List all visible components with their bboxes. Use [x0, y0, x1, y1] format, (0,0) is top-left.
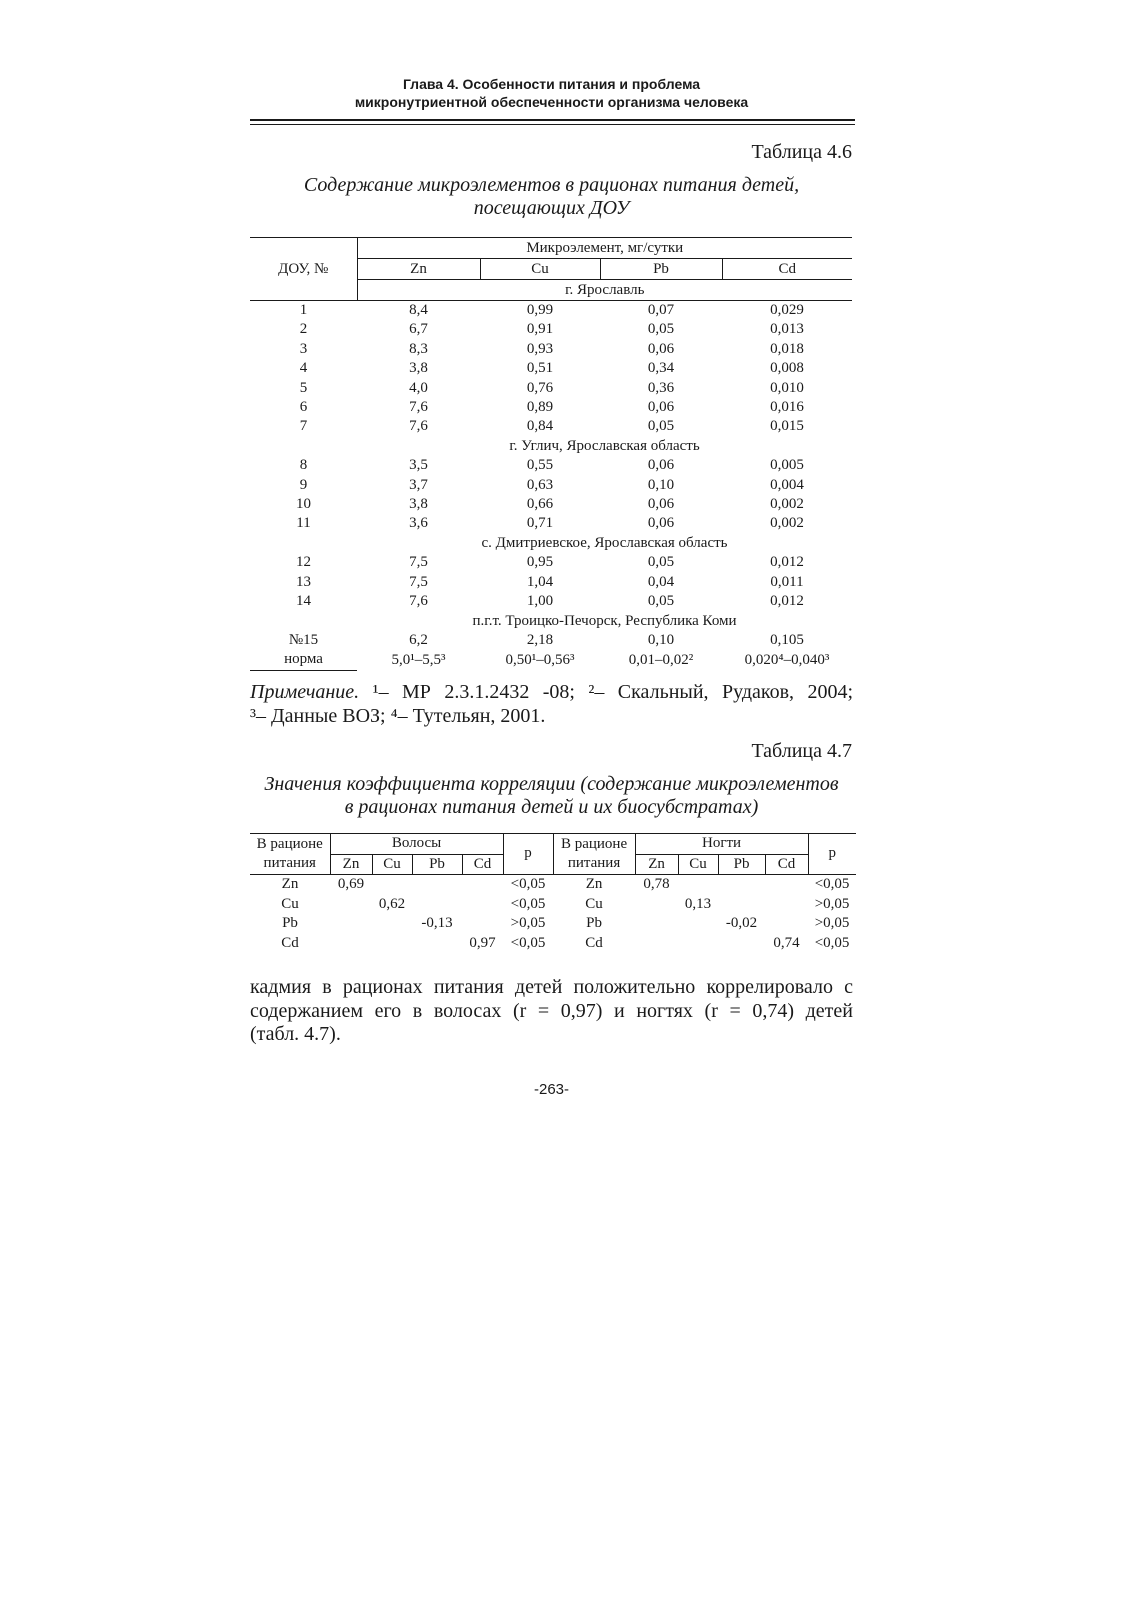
- table-row: [250, 417, 852, 436]
- running-header-line1: Глава 4. Особенности питания и проблема: [402, 76, 701, 92]
- table-row: [250, 320, 852, 339]
- empty-cell: [372, 914, 412, 934]
- zn-value: 8,4: [409, 302, 428, 318]
- pb-value: 0,10: [647, 476, 675, 493]
- empty-cell: [718, 895, 765, 915]
- hair-p-value: <0,05: [510, 934, 546, 951]
- nails-p-value: <0,05: [814, 934, 850, 951]
- nails-column-pb: Pb: [718, 854, 765, 875]
- hair-element: Cd: [281, 934, 299, 951]
- norm-row: [250, 650, 852, 670]
- table-row: [250, 301, 852, 321]
- cd-value: 0,013: [770, 321, 804, 338]
- zn-value: 3,7: [409, 476, 428, 493]
- section-header: с. Дмитриевское, Ярославская область: [481, 534, 728, 551]
- diet-header-nails: [553, 834, 635, 875]
- cu-value: 0,99: [526, 302, 554, 318]
- section-row: [250, 612, 852, 631]
- table-row: [250, 495, 852, 514]
- diet-header-hair: [250, 834, 330, 875]
- zn-value: 7,5: [409, 554, 428, 571]
- cu-value: 2,18: [526, 631, 554, 648]
- cu-value: 0,71: [526, 515, 554, 532]
- table-row: [250, 514, 852, 533]
- running-header: [250, 75, 853, 111]
- cu-value: 1,00: [526, 593, 554, 610]
- table-row: [250, 934, 856, 954]
- hair-r-value: 0,97: [469, 934, 496, 951]
- hair-r-value: -0,13: [421, 915, 453, 931]
- table-row: [250, 379, 852, 398]
- empty-cell: [250, 437, 357, 456]
- section-header: г. Углич, Ярославская область: [509, 437, 700, 454]
- empty-cell: [250, 534, 357, 553]
- doy-number: 5: [299, 379, 308, 396]
- pb-value: 0,06: [647, 515, 675, 532]
- doy-number: 7: [299, 418, 308, 435]
- group-header: Микроэлемент, мг/сутки: [357, 238, 852, 259]
- doy-number: 10: [296, 496, 311, 513]
- cd-value: 0,008: [770, 360, 804, 377]
- table-row: [250, 592, 852, 611]
- table-4-7: [250, 833, 856, 953]
- cu-value: 0,66: [526, 496, 554, 513]
- pb-norm: 0,01–0,02²: [628, 651, 694, 668]
- doy-number: 6: [299, 399, 308, 416]
- empty-cell: [765, 914, 808, 934]
- doy-number: 4: [299, 360, 308, 377]
- pb-value: 0,05: [647, 593, 675, 610]
- cu-value: 0,91: [526, 321, 554, 338]
- table-row: [250, 914, 856, 934]
- empty-cell: [462, 895, 503, 915]
- empty-cell: [635, 895, 678, 915]
- empty-cell: [765, 895, 808, 915]
- page-number: -263-: [533, 1081, 570, 1098]
- empty-cell: [330, 934, 372, 954]
- table-note-line1: [250, 681, 853, 705]
- nails-element: Pb: [586, 915, 602, 931]
- table-row: [250, 398, 852, 417]
- doy-number: 11: [296, 515, 311, 532]
- hair-r-value: 0,69: [337, 876, 365, 892]
- section-header: п.г.т. Троицко-Печорск, Республика Коми: [472, 612, 737, 629]
- empty-cell: [330, 895, 372, 915]
- body-text-line2: содержанием его в волосах (r = 0,97) и ногтях (r = 0,74) детей: [250, 999, 853, 1022]
- column-header-cd: Cd: [722, 259, 852, 280]
- zn-value: 3,8: [409, 496, 428, 513]
- cd-value: 0,010: [770, 379, 804, 396]
- table-4-7-title-line1: Значения коэффициента корреляции (содержание микроэлементов: [264, 773, 839, 795]
- zn-value: 7,6: [409, 418, 428, 435]
- cd-value: 0,029: [770, 302, 804, 318]
- cu-norm: 0,50¹–0,56³: [505, 651, 575, 668]
- p-header-hair: p: [503, 834, 553, 875]
- table-4-7-title-line2: в рационах питания детей и их биосубстратах): [344, 796, 759, 818]
- section-header: г. Ярославль: [357, 280, 852, 301]
- pb-value: 0,04: [647, 573, 675, 590]
- empty-cell: [412, 934, 462, 954]
- note-text-line2: ³– Данные ВОЗ; ⁴– Тутельян, 2001.: [250, 704, 546, 727]
- p-header-nails: p: [808, 834, 856, 875]
- empty-cell: [462, 875, 503, 895]
- diet-header-line1: В рационе: [560, 835, 628, 852]
- section-row: [250, 437, 852, 456]
- header-rule-thick: [250, 119, 855, 121]
- nails-element: Zn: [585, 876, 603, 892]
- empty-cell: [635, 914, 678, 934]
- empty-cell: [678, 875, 718, 895]
- empty-cell: [765, 875, 808, 895]
- empty-cell: [372, 875, 412, 895]
- nails-r-value: 0,78: [643, 876, 670, 892]
- doy-number: №15: [288, 631, 319, 648]
- hair-column-cu: Cu: [372, 854, 412, 875]
- hair-element: Cu: [281, 895, 299, 912]
- table-4-6-title-line1: Содержание микроэлементов в рационах питания детей,: [303, 174, 800, 196]
- hair-r-value: 0,62: [378, 895, 406, 912]
- empty-cell: [330, 914, 372, 934]
- table-note: [250, 681, 853, 728]
- doy-number: 1: [299, 302, 308, 318]
- cd-value: 0,012: [770, 593, 804, 610]
- zn-value: 3,6: [409, 515, 428, 532]
- cu-value: 0,63: [526, 476, 554, 493]
- hair-column-pb: Pb: [412, 854, 462, 875]
- pb-value: 0,06: [647, 457, 675, 474]
- cd-norm: 0,020⁴–0,040³: [744, 651, 830, 668]
- cd-value: 0,015: [770, 418, 804, 435]
- table-row: [250, 631, 852, 650]
- diet-header-line1: В рационе: [256, 835, 323, 852]
- note-text-line1: ¹– МР 2.3.1.2432 -08; ²– Скальный, Рудаков, 2004;: [372, 681, 854, 703]
- empty-cell: [462, 914, 503, 934]
- hair-group-header: Волосы: [330, 834, 503, 855]
- cd-value: 0,004: [770, 476, 804, 493]
- pb-value: 0,07: [647, 302, 675, 318]
- zn-value: 3,8: [409, 360, 428, 377]
- cu-value: 0,93: [526, 340, 554, 357]
- table-row: [250, 476, 852, 495]
- hair-column-cd: Cd: [462, 854, 503, 875]
- table-row: [250, 340, 852, 359]
- doy-number: 3: [299, 340, 308, 357]
- empty-cell: [678, 934, 718, 954]
- table-row: [250, 573, 852, 592]
- cu-value: 0,84: [526, 418, 554, 435]
- running-header-line2: микронутриентной обеспеченности организма человека: [354, 94, 749, 110]
- column-header-zn: Zn: [357, 259, 480, 280]
- table-4-6-label: Таблица 4.6: [751, 141, 852, 163]
- nails-r-value: 0,74: [773, 934, 800, 951]
- row-header: ДОУ, №: [250, 238, 357, 301]
- note-label: Примечание.: [250, 681, 360, 703]
- nails-p-value: <0,05: [814, 876, 850, 892]
- doy-number: 2: [299, 321, 308, 338]
- pb-value: 0,05: [647, 554, 675, 571]
- nails-group-header: Ногти: [635, 834, 808, 855]
- body-text-line3: (табл. 4.7).: [250, 1023, 341, 1045]
- cu-value: 0,55: [526, 457, 554, 474]
- empty-cell: [412, 875, 462, 895]
- nails-r-value: -0,02: [725, 915, 758, 931]
- pb-value: 0,06: [647, 496, 675, 513]
- pb-value: 0,06: [647, 399, 675, 416]
- nails-element: Cu: [585, 895, 603, 912]
- empty-cell: [718, 875, 765, 895]
- zn-value: 3,5: [409, 457, 428, 474]
- zn-value: 7,5: [409, 573, 428, 590]
- empty-cell: [635, 934, 678, 954]
- empty-cell: [372, 934, 412, 954]
- cu-value: 1,04: [526, 573, 554, 590]
- doy-number: 14: [296, 593, 311, 610]
- pb-value: 0,10: [647, 631, 675, 648]
- pb-value: 0,05: [647, 418, 675, 435]
- diet-header-line2: питания: [567, 855, 621, 871]
- cu-value: 0,89: [526, 399, 554, 416]
- doy-number: 9: [299, 476, 308, 493]
- cu-value: 0,95: [526, 554, 554, 571]
- zn-value: 7,6: [409, 399, 428, 416]
- table-row: [250, 895, 856, 915]
- empty-cell: [678, 914, 718, 934]
- nails-p-value: >0,05: [814, 915, 850, 931]
- table-row: [250, 553, 852, 572]
- pb-value: 0,34: [647, 360, 675, 377]
- zn-value: 7,6: [409, 593, 428, 610]
- table-row: [250, 875, 856, 895]
- pb-value: 0,06: [647, 340, 675, 357]
- empty-cell: [412, 895, 462, 915]
- cd-value: 0,012: [770, 554, 804, 571]
- cu-value: 0,51: [526, 360, 554, 377]
- table-4-7-title: [250, 773, 853, 819]
- empty-cell: [718, 934, 765, 954]
- column-header-cu: Cu: [480, 259, 600, 280]
- table-row: [250, 456, 852, 475]
- pb-value: 0,05: [647, 321, 675, 338]
- table-4-6-title-line2: посещающих ДОУ: [473, 197, 630, 219]
- norm-label: норма: [250, 650, 357, 670]
- body-text-line1: кадмия в рационах питания детей положительно коррелировало с: [250, 976, 853, 998]
- nails-column-zn: Zn: [635, 854, 678, 875]
- table-4-6-title: [250, 174, 853, 220]
- cd-value: 0,105: [770, 631, 804, 648]
- header-rule-thin: [250, 124, 855, 125]
- hair-p-value: >0,05: [510, 915, 546, 931]
- zn-norm: 5,0¹–5,5³: [391, 651, 446, 668]
- cd-value: 0,002: [770, 515, 804, 532]
- empty-cell: [250, 612, 357, 631]
- table-row: [250, 359, 852, 378]
- nails-column-cu: Cu: [678, 854, 718, 875]
- hair-p-value: <0,05: [510, 876, 546, 892]
- hair-element: Pb: [282, 915, 298, 931]
- section-row: [250, 534, 852, 553]
- table-4-7-label: Таблица 4.7: [751, 740, 852, 762]
- nails-p-value: >0,05: [814, 895, 850, 912]
- table-4-6: [250, 237, 852, 671]
- hair-column-zn: Zn: [330, 854, 372, 875]
- cu-value: 0,76: [526, 379, 554, 396]
- doy-number: 13: [296, 573, 311, 590]
- nails-r-value: 0,13: [684, 895, 712, 912]
- zn-value: 8,3: [409, 340, 428, 357]
- cd-value: 0,002: [770, 496, 804, 513]
- zn-value: 6,7: [409, 321, 428, 338]
- nails-column-cd: Cd: [765, 854, 808, 875]
- column-header-pb: Pb: [600, 259, 722, 280]
- hair-element: Zn: [281, 876, 299, 892]
- cd-value: 0,011: [770, 573, 804, 590]
- diet-header-line2: питания: [263, 855, 316, 871]
- nails-element: Cd: [585, 934, 603, 951]
- doy-number: 12: [296, 554, 311, 571]
- zn-value: 6,2: [409, 631, 428, 648]
- hair-p-value: <0,05: [510, 895, 546, 912]
- doy-number: 8: [299, 457, 308, 474]
- cd-value: 0,016: [770, 399, 804, 416]
- pb-value: 0,36: [647, 379, 675, 396]
- body-paragraph: [250, 976, 853, 1047]
- cd-value: 0,005: [770, 457, 804, 474]
- zn-value: 4,0: [409, 379, 428, 396]
- cd-value: 0,018: [770, 340, 804, 357]
